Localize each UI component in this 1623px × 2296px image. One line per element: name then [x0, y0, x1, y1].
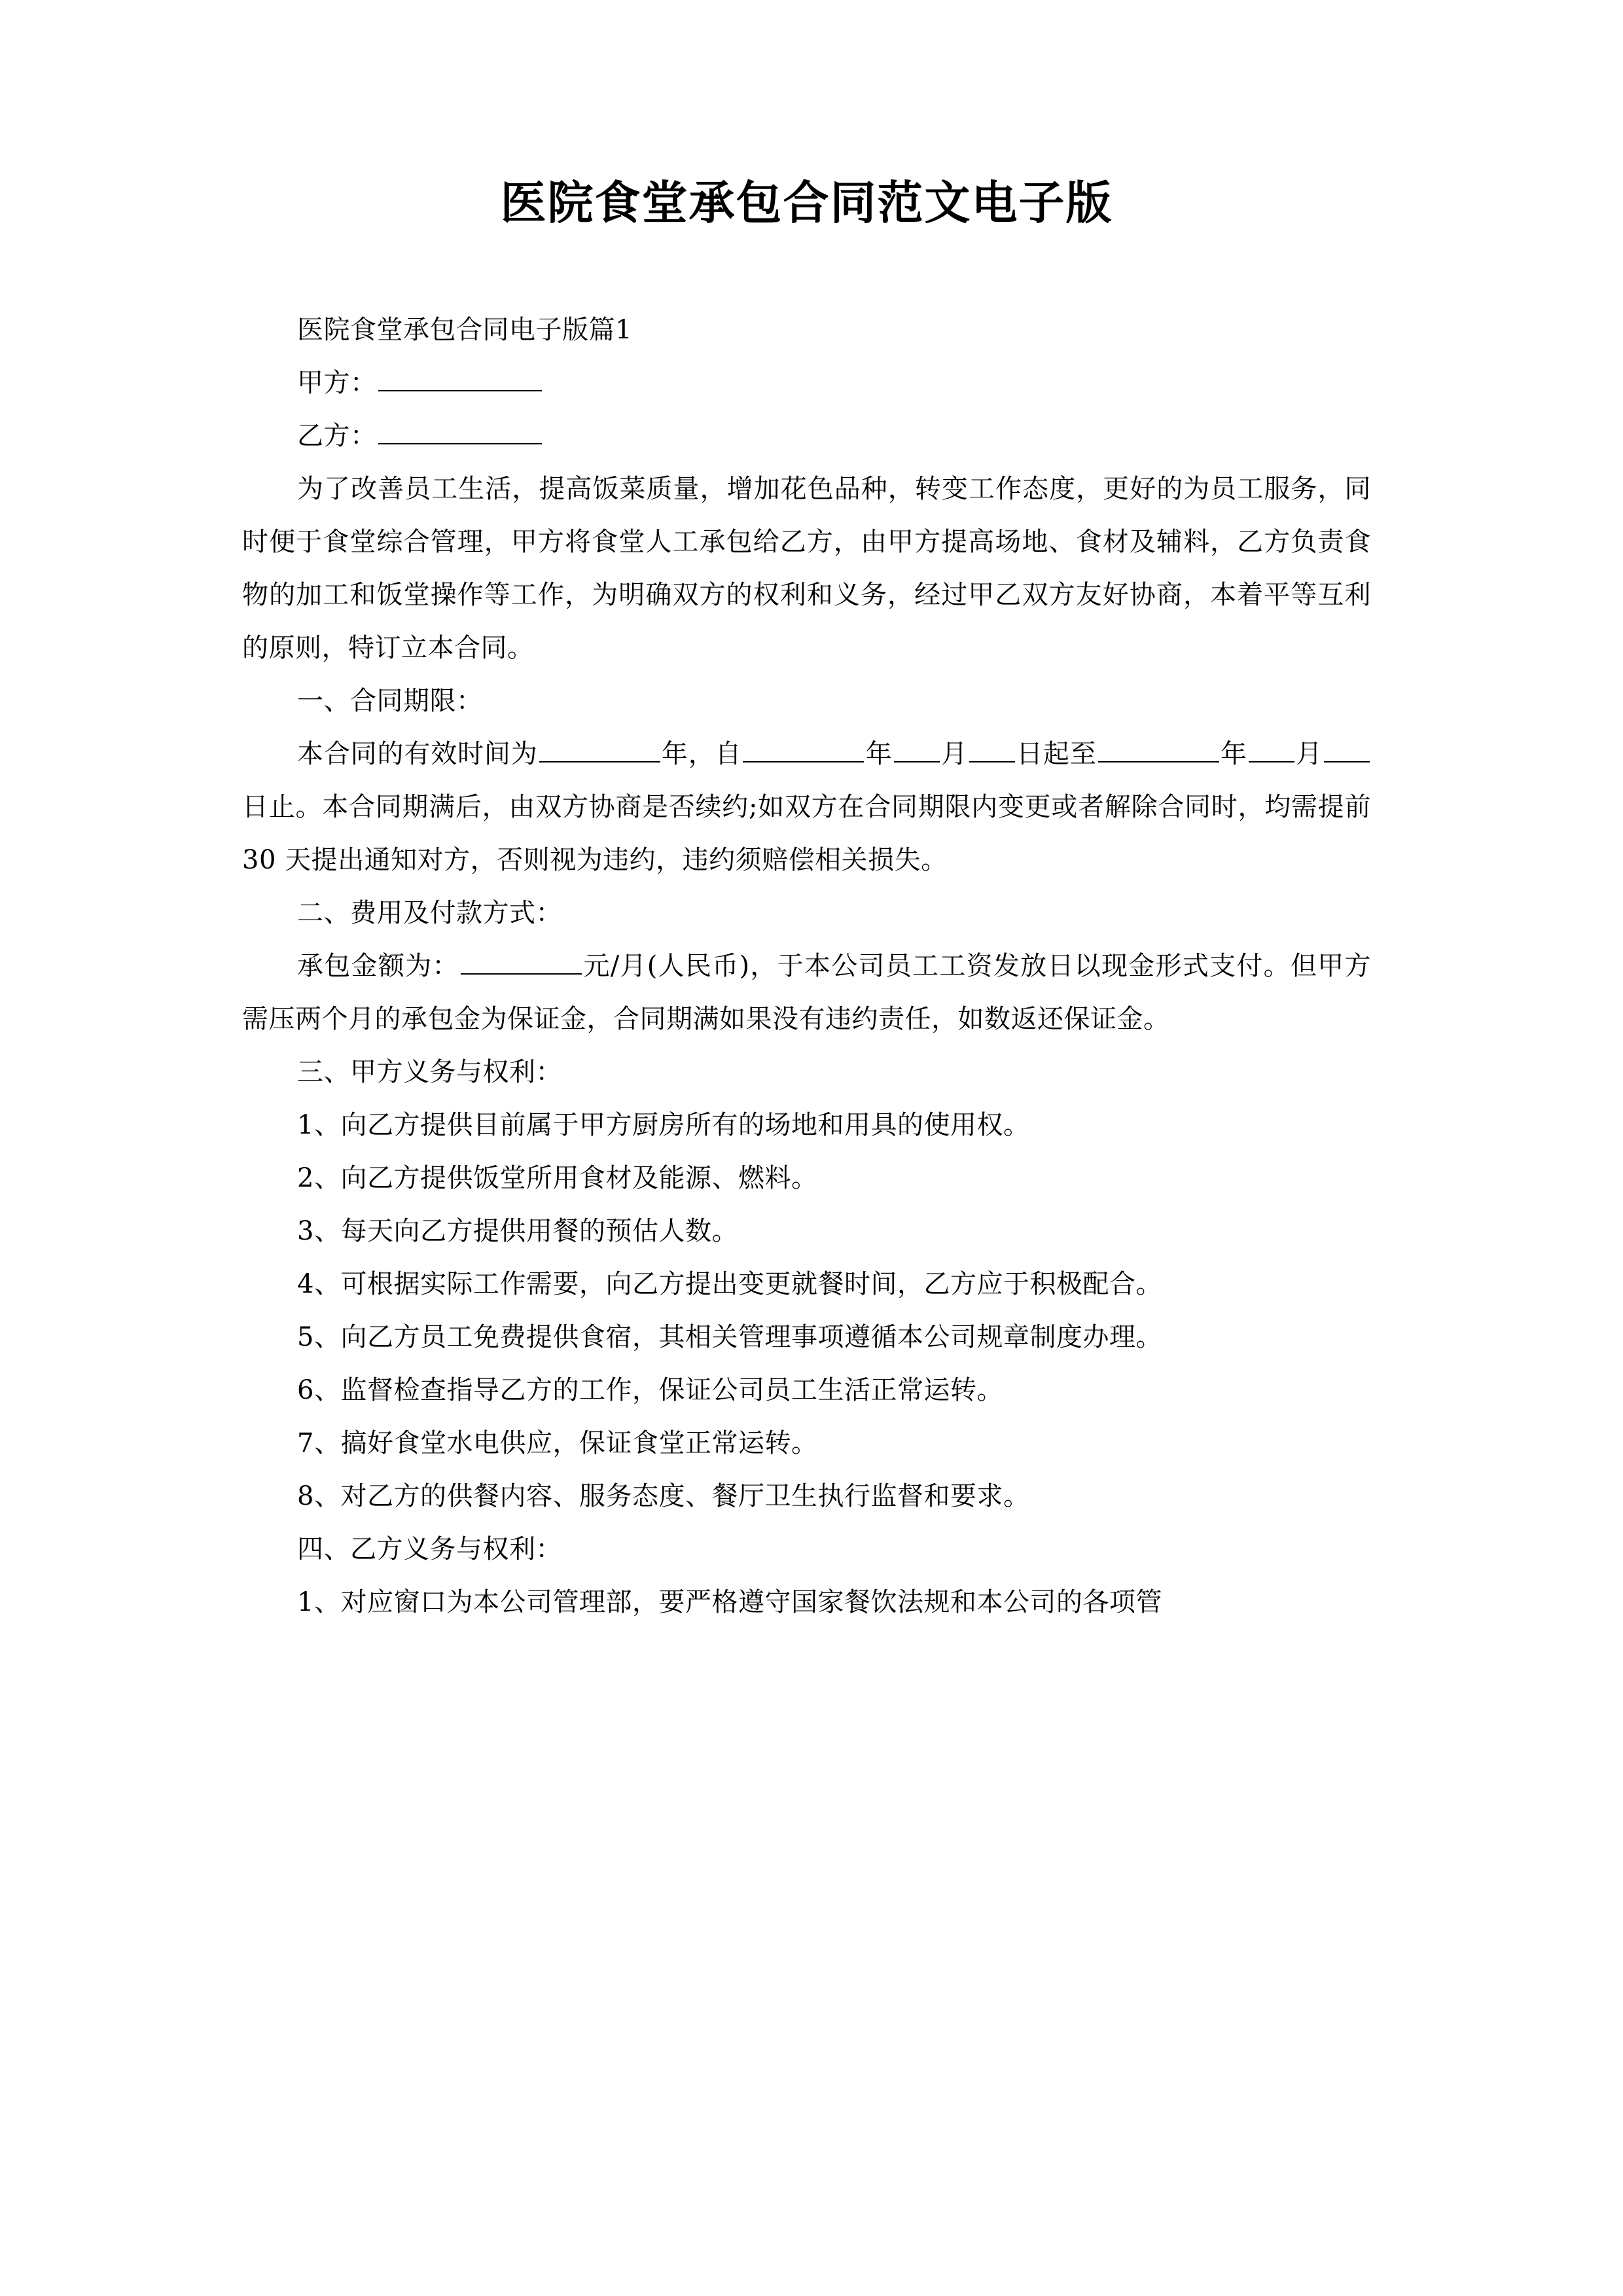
document-body [242, 304, 1371, 1629]
section-body-1 [242, 728, 1371, 887]
list-item: 1、对应窗口为本公司管理部，要严格遵守国家餐饮法规和本公司的各项管 [297, 1587, 1162, 1617]
list-item: 8、对乙方的供餐内容、服务态度、餐厅卫生执行监督和要求。 [297, 1481, 1030, 1511]
party-b-line [242, 410, 1371, 463]
fee-amount-blank[interactable] [461, 948, 582, 975]
list-item: 6、监督检查指导乙方的工作，保证公司员工生活正常运转。 [297, 1375, 1003, 1405]
list-item: 7、搞好食堂水电供应，保证食堂正常运转。 [297, 1428, 818, 1458]
fee-tail-text: 元/月(人民币)，于本公司员工工资发放日以现金形式支付。但甲方需压两个月的承包金为保证金，合同期满如果没有违约责任，如数返还保证金。 [242, 951, 1372, 1034]
party-a-line [242, 357, 1371, 410]
fee-lead-text: 承包金额为： [297, 951, 459, 981]
section-heading-2: 二、费用及付款方式： [297, 898, 562, 928]
term-seg-6: 月 [1295, 739, 1323, 769]
end-year-blank[interactable] [1098, 736, 1219, 762]
party-b-blank[interactable] [378, 418, 542, 444]
list-item: 2、向乙方提供饭堂所用食材及能源、燃料。 [297, 1163, 818, 1193]
list-item: 3、每天向乙方提供用餐的预估人数。 [297, 1216, 738, 1246]
start-month-blank[interactable] [894, 736, 940, 762]
term-lead-text: 本合同的有效时间为 [297, 739, 538, 769]
page-title: 医院食堂承包合同范文电子版 [500, 175, 1113, 230]
term-seg-3: 月 [940, 739, 968, 769]
term-seg-5: 年 [1220, 739, 1247, 769]
end-day-blank[interactable] [1324, 736, 1370, 762]
start-year-blank[interactable] [743, 736, 864, 762]
party-b-label: 乙方： [297, 421, 377, 451]
party-a-blank[interactable] [378, 365, 542, 391]
end-month-blank[interactable] [1249, 736, 1294, 762]
term-seg-7: 日止。本合同期满后，由双方协商是否续约;如双方在合同期限内变更或者解除合同时，均需提前 30 天提出通知对方，否则视为违约，违约须赔偿相关损失。 [242, 792, 1371, 875]
term-seg-4: 日起至 [1016, 739, 1097, 769]
subtitle-line: 医院食堂承包合同电子版篇1 [297, 315, 632, 345]
start-day-blank[interactable] [969, 736, 1015, 762]
section-heading-1: 一、合同期限： [297, 686, 483, 716]
section-heading-3: 三、甲方义务与权利： [297, 1057, 562, 1087]
term-years-blank[interactable] [539, 736, 660, 762]
document-content [242, 0, 1371, 1629]
section-heading-4: 四、乙方义务与权利： [297, 1534, 562, 1564]
list-item: 4、可根据实际工作需要，向乙方提出变更就餐时间，乙方应于积极配合。 [297, 1269, 1162, 1299]
party-a-label: 甲方： [297, 368, 377, 398]
list-item: 1、向乙方提供目前属于甲方厨房所有的场地和用具的使用权。 [297, 1110, 1030, 1140]
section-body-2 [242, 940, 1371, 1046]
term-seg-1: 年，自 [661, 739, 742, 769]
term-seg-2: 年 [865, 739, 893, 769]
list-item: 5、向乙方员工免费提供食宿，其相关管理事项遵循本公司规章制度办理。 [297, 1322, 1162, 1352]
preamble-paragraph: 为了改善员工生活，提高饭菜质量，增加花色品种，转变工作态度，更好的为员工服务，同时便于食堂综合管理，甲方将食堂人工承包给乙方，由甲方提高场地、食材及辅料，乙方负责食物的加工和饭堂操作等工作，为明确双方的权利和义务，经过甲乙双方友好协商，本着平等互利的原则，特订立本合同。 [242, 474, 1371, 663]
